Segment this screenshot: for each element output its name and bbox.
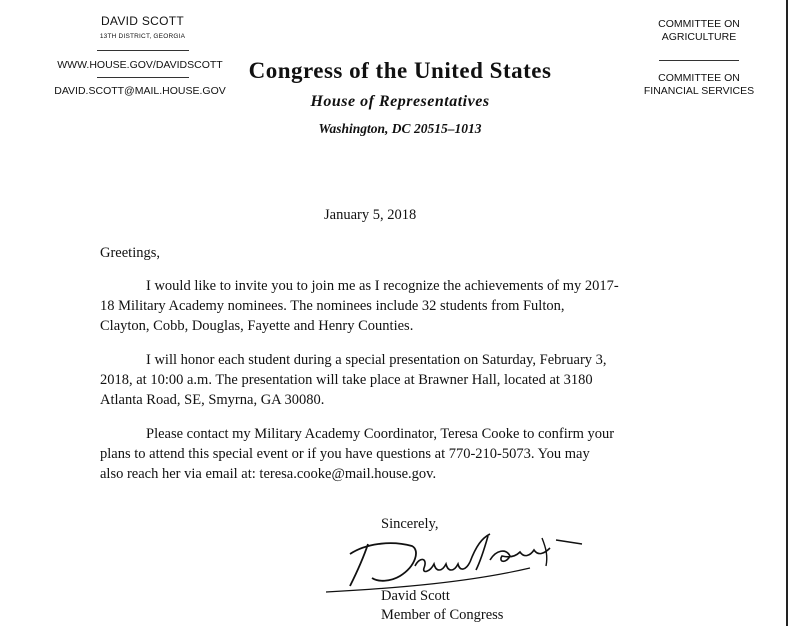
paragraph-line: Atlanta Road, SE, Smyrna, GA 30080.	[100, 392, 325, 408]
signer-title: Member of Congress	[381, 607, 504, 623]
committee-line: COMMITTEE ON	[658, 18, 740, 30]
paragraph-line: Please contact my Military Academy Coordinator, Teresa Cooke to confirm your	[146, 426, 615, 442]
committee-line: FINANCIAL SERVICES	[643, 85, 755, 97]
paragraph-line: plans to attend this special event or if you have questions at 770-210-5073. You may	[100, 446, 590, 462]
paragraph-line: 18 Military Academy nominees. The nominees include 32 students from Fulton,	[100, 298, 565, 314]
paragraph-line: also reach her via email at: teresa.cooke@mail.house.gov.	[100, 466, 437, 482]
signer-name: David Scott	[381, 588, 450, 604]
divider	[97, 77, 189, 78]
committee-financial-services	[634, 72, 764, 98]
paragraph-1	[100, 276, 660, 336]
paragraph-line: Clayton, Cobb, Douglas, Fayette and Henry Counties.	[100, 318, 414, 334]
closing: Sincerely,	[381, 516, 439, 532]
committee-line: COMMITTEE ON	[658, 72, 740, 84]
paragraph-2	[100, 350, 660, 410]
letterhead-address: Washington, DC 20515–1013	[318, 121, 482, 136]
committee-agriculture	[634, 18, 764, 44]
website-text: WWW.HOUSE.GOV/DAVIDSCOTT	[57, 59, 223, 71]
paragraph-line: 2018, at 10:00 a.m. The presentation will take place at Brawner Hall, located at 3180	[100, 372, 593, 388]
letterhead-title: Congress of the United States	[248, 58, 552, 83]
divider	[97, 50, 189, 51]
email-text: DAVID.SCOTT@MAIL.HOUSE.GOV	[54, 85, 226, 97]
district-label: 13TH DISTRICT, GEORGIA	[99, 33, 186, 40]
letter-date: January 5, 2018	[324, 207, 417, 223]
page-edge	[786, 0, 788, 626]
representative-name: DAVID SCOTT	[100, 14, 185, 28]
greeting: Greetings,	[100, 245, 160, 261]
divider	[659, 60, 739, 61]
committee-line: AGRICULTURE	[661, 31, 737, 43]
paragraph-line: I will honor each student during a special presentation on Saturday, February 3,	[146, 352, 607, 368]
paragraph-3	[100, 424, 660, 484]
signature	[320, 526, 590, 596]
paragraph-line: I would like to invite you to join me as I recognize the achievements of my 2017-	[146, 278, 619, 294]
letterhead-subtitle: House of Representatives	[310, 93, 490, 110]
